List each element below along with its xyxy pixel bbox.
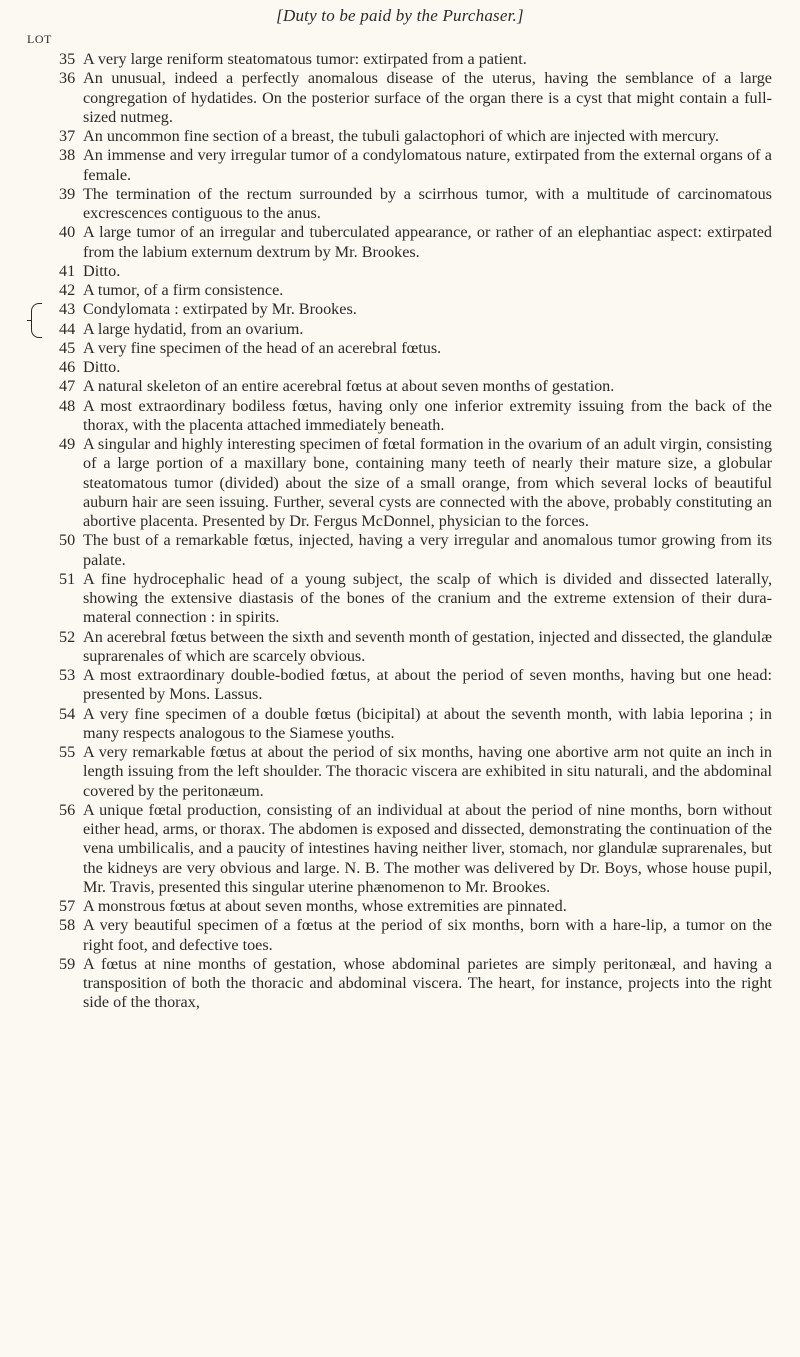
lot-description: The bust of a remarkable fœtus, injected, having a very irregular and anomalous tumor growing from its palate. (83, 531, 772, 569)
lot-entry (0, 358, 800, 377)
lot-number: 41 (59, 261, 76, 280)
lot-column-label: LOT (27, 32, 52, 46)
lot-description: An unusual, indeed a perfectly anomalous disease of the uterus, having the semblance of a large congregation of hydatides. On the posterior surface of the organ there is a cyst that might contain a full-sized nutmeg. (83, 69, 772, 126)
lot-description: A fœtus at nine months of gestation, whose abdominal parietes are simply peritonæal, and having a transposition of both the thoracic and abdominal viscera. The heart, for instance, projects into the right side of the thorax, (83, 954, 772, 1012)
lot-description: The termination of the rectum surrounded by a scirrhous tumor, with a multitude of carcinomatous excrescences contiguous to the anus. (83, 184, 772, 222)
lot-entry (0, 397, 800, 436)
page-header: [Duty to be paid by the Purchaser.] (276, 6, 524, 25)
lot-number: 51 (59, 569, 76, 588)
lot-description: A natural skeleton of an entire acerebral fœtus at about seven months of gestation. (83, 377, 615, 396)
lot-number: 36 (59, 69, 76, 88)
lot-description: A large tumor of an irregular and tuberculated appearance, or rather of an elephantiac aspect: extirpated from the labium externum dextrum by Mr. Brookes. (83, 223, 772, 261)
lot-description: Condylomata : extirpated by Mr. Brookes. (83, 300, 357, 319)
lot-entry (0, 127, 800, 146)
brace-icon (31, 303, 42, 338)
lot-entry (0, 377, 800, 396)
lot-number: 52 (59, 627, 76, 646)
lot-entry (0, 69, 800, 127)
lot-description: A very remarkable fœtus at about the period of six months, having one abortive arm not quite an inch in length issuing from the left shoulder. The thoracic viscera are exhibited in situ naturali, and the abdominal covered by the peritonæum. (83, 743, 772, 800)
lot-description: A fine hydrocephalic head of a young subject, the scalp of which is divided and dissected laterally, showing the extensive diastasis of the bones of the cranium and the extreme extension of their dura-materal connection : in spirits. (83, 569, 772, 627)
lot-number: 56 (59, 800, 76, 819)
lot-number: 47 (59, 377, 76, 396)
lot-description: A singular and highly interesting specimen of fœtal formation in the ovarium of an adult virgin, consisting of a large portion of a maxillary bone, containing many teeth of nearly their mature size, a globular steatomatous tumor (divided) about the size of a small orange, from which several locks of beautiful auburn hair are seen issuing. Further, several cysts are connected with the above, probably constituting an abortive placenta. Presented by Dr. Fergus McDonnel, physician to the forces. (83, 435, 772, 530)
lot-entries (0, 50, 800, 1013)
lot-number: 57 (59, 897, 76, 915)
lot-entry (0, 50, 800, 69)
lot-entry (0, 705, 800, 744)
lot-number: 37 (59, 127, 76, 145)
lot-entry (0, 628, 800, 667)
lot-description: A very large reniform steatomatous tumor: extirpated from a patient. (83, 50, 527, 68)
lot-entry (0, 262, 800, 281)
lot-description: A very fine specimen of a double fœtus (bicipital) at about the seventh month, with labia leporina ; in many respects analogous to the Siamese youths. (83, 704, 772, 742)
lot-number: 42 (59, 281, 76, 299)
lot-entry (0, 281, 800, 300)
lot-number: 46 (59, 358, 76, 376)
lot-description: A most extraordinary bodiless fœtus, having only one inferior extremity issuing from the back of the thorax, with the placenta attached immediately beneath. (83, 396, 772, 434)
lot-description: A unique fœtal production, consisting of an individual at about the period of nine months, born without either head, arms, or thorax. The abdomen is exposed and dissected, demonstrating the continuation of the vena umbilicalis, and a paucity of intestines having neither liver, stomach, nor glandulæ suprarenales, but the kidneys are very obvious and large. N. B. The mother was delivered by Dr. Boys, whose house pupil, Mr. Travis, presented this singular uterine phænomenon to Mr. Brookes. (83, 800, 772, 896)
lot-number: 54 (59, 704, 76, 723)
lot-entry (0, 435, 800, 531)
lot-entry (0, 916, 800, 955)
lot-number: 48 (59, 396, 76, 415)
lot-entry (0, 801, 800, 897)
lot-entry (0, 185, 800, 224)
lot-number: 35 (59, 50, 76, 68)
lot-entry (0, 339, 800, 358)
lot-number: 49 (59, 435, 76, 453)
lot-description: A monstrous fœtus at about seven months, whose extremities are pinnated. (83, 897, 567, 915)
lot-number: 59 (59, 954, 76, 973)
lot-number: 53 (59, 666, 76, 684)
brace-point-icon (27, 320, 32, 321)
lot-number: 55 (59, 743, 76, 761)
lot-entry (0, 146, 800, 185)
lot-description: A tumor, of a firm consistence. (83, 281, 284, 299)
lot-entry (0, 955, 800, 1013)
lot-number: 38 (59, 146, 76, 165)
lot-entry (0, 570, 800, 628)
lot-number: 45 (59, 338, 76, 357)
lot-description: A very beautiful specimen of a fœtus at the period of six months, born with a hare-lip, a tumor on the right foot, and defective toes. (83, 916, 772, 954)
lot-description: A most extraordinary double-bodied fœtus, at about the period of seven months, having but one head: presented by Mons. Lassus. (83, 666, 772, 704)
lot-description: Ditto. (83, 358, 121, 376)
lot-description: A large hydatid, from an ovarium. (83, 319, 304, 338)
lot-description: Ditto. (83, 261, 121, 280)
lot-entry (0, 320, 800, 339)
lot-number: 40 (59, 223, 76, 242)
lot-description: An immense and very irregular tumor of a condylomatous nature, extirpated from the external organs of a female. (83, 146, 772, 184)
lot-entry (0, 300, 800, 319)
lot-number: 39 (59, 184, 76, 203)
lot-entry (0, 743, 800, 801)
lot-entry (0, 897, 800, 916)
lot-entry (0, 223, 800, 262)
lot-number: 43 (59, 300, 76, 319)
lot-description: A very fine specimen of the head of an acerebral fœtus. (83, 338, 442, 357)
lot-description: An acerebral fœtus between the sixth and seventh month of gestation, injected and dissected, the glandulæ suprarenales of which are scarcely obvious. (83, 627, 772, 665)
lot-number: 50 (59, 531, 76, 550)
lot-description: An uncommon fine section of a breast, the tubuli galactophori of which are injected with mercury. (83, 127, 719, 145)
lot-number: 58 (59, 916, 76, 935)
lot-entry (0, 666, 800, 705)
lot-number: 44 (59, 319, 76, 338)
lot-entry (0, 531, 800, 570)
